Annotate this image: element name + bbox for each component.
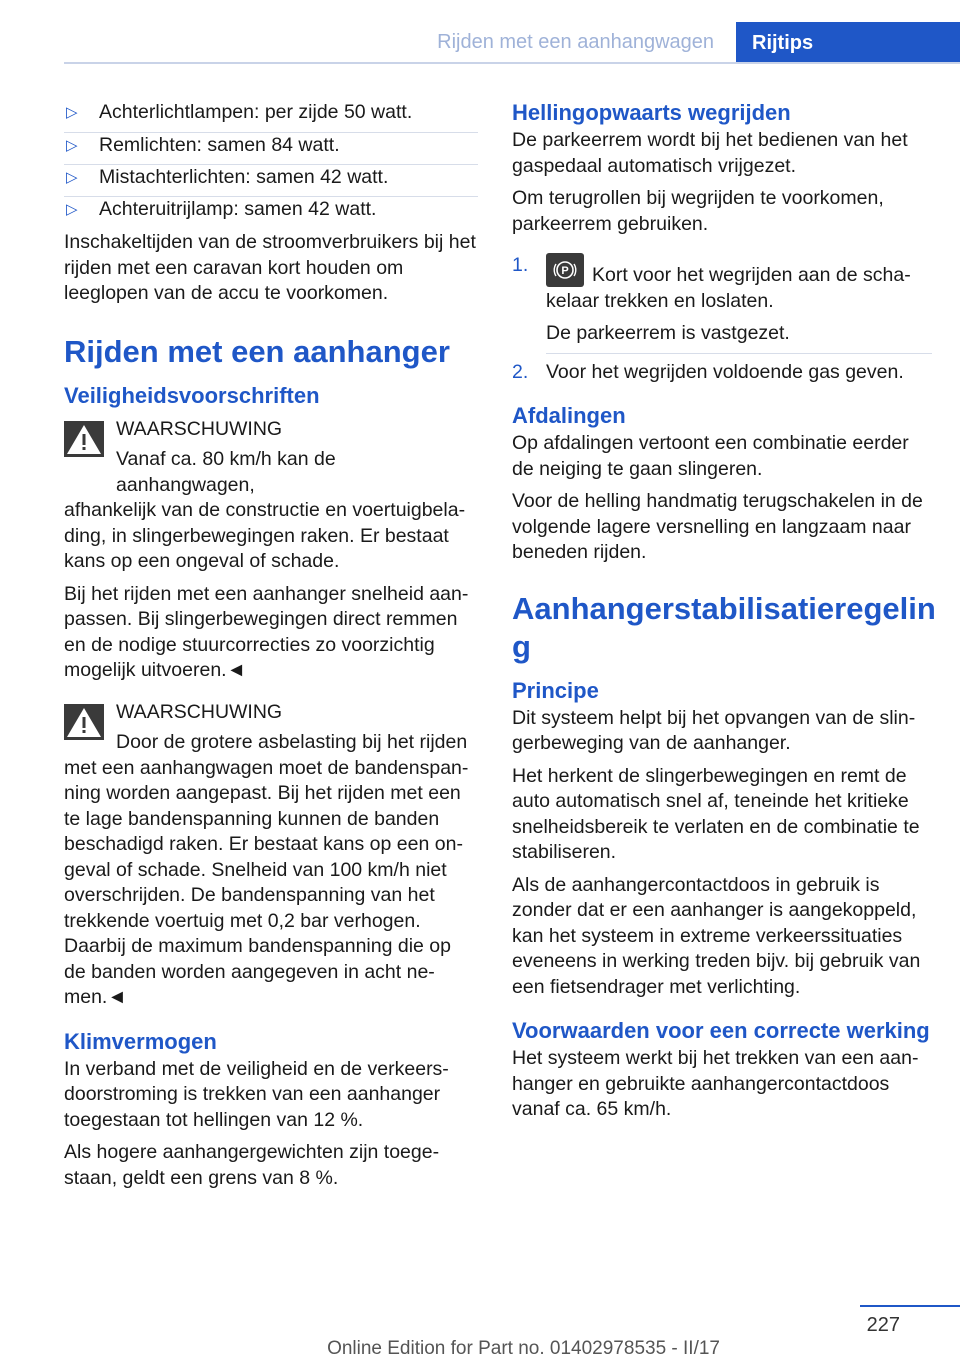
paragraph: Als de aanhangercontactdoos in gebruik is zonder dat er een aanhanger is aangekoppeld, kan het systeem in extreme verkeerssituaties eveneens in werking treden bijv. bij gebruik van een fietsendrager met verlichting.: [512, 873, 921, 998]
paragraph: De parkeerrem wordt bij het bedienen van het gaspedaal automatisch vrijgezet.: [512, 129, 908, 177]
paragraph: Het herkent de slingerbewegingen en remt de auto automatisch snel af, teneinde het kritieke snelheidsbereik te verlaten en de combinatie te stabiliseren.: [512, 764, 920, 863]
paragraph: Als hogere aanhangergewichten zijn toege‐ staan, geldt een grens van 8 %.: [64, 1141, 440, 1189]
section-heading: Aanhangerstabilisatieregelin g: [512, 590, 936, 664]
header-chapter-tab: Rijtips: [736, 22, 960, 64]
paragraph: Het systeem werkt bij het trekken van een aan‐ hanger en gebruikte aanhangercontactdoos vanaf ca. 65 km/h.: [512, 1047, 919, 1120]
warning-lead: Vanaf ca. 80 km/h kan de aanhangwagen,: [116, 448, 336, 496]
header-section-title: Rijden met een aanhangwagen: [437, 31, 714, 53]
step-text: Voor het wegrijden voldoende gas geven.: [546, 360, 904, 383]
triangle-right-icon: ▷: [66, 104, 78, 121]
warning-triangle-icon: [64, 704, 104, 740]
left-column: [64, 100, 478, 1198]
divider: [546, 353, 932, 354]
list-item: [512, 253, 932, 347]
warning-lead: Door de grotere asbelasting bij het rijden: [116, 731, 468, 753]
svg-text:P: P: [561, 265, 569, 277]
warning-title: WAARSCHUWING: [116, 417, 283, 440]
warning-text: afhankelijk van de constructie en voertuigbela‐ ding, in slingerbewegingen raken. Er bestaat kans op een ongeval of schade.: [64, 499, 466, 572]
step-list: [512, 253, 932, 385]
page-number: 227: [866, 1314, 900, 1336]
warning-triangle-icon: [64, 421, 104, 457]
list-item: ▷ Achterlichtlampen: per zijde 50 watt.: [64, 100, 478, 132]
step-result: De parkeerrem is vastgezet.: [546, 322, 790, 344]
warning-text: Bij het rijden met een aanhanger snelheid aan‐ passen. Bij slingerbewegingen direct remmen en de nodige stuurcorrecties zo voorzichtig mogelijk uitvoeren.◄: [64, 582, 469, 681]
footer-rule: [860, 1305, 960, 1307]
paragraph: In verband met de veiligheid en de verkeers‐ doorstroming is trekken van een aanhanger toegestaan tot hellingen van 12 %.: [64, 1057, 449, 1131]
warning-block: [64, 700, 478, 756]
warning-title: WAARSCHUWING: [116, 700, 283, 723]
list-item: ▷ Achteruitrijlamp: samen 42 watt.: [64, 196, 478, 228]
step-number: 2.: [512, 360, 529, 383]
step-number: 1.: [512, 254, 529, 276]
subsection-heading: Hellingopwaarts wegrijden: [512, 100, 791, 125]
subsection-heading: Principe: [512, 677, 599, 703]
step-text: Kort voor het wegrijden aan de scha‐ kelaar trekken en loslaten.: [546, 264, 911, 312]
subsection-heading: Voorwaarden voor een correcte werking: [512, 1018, 930, 1043]
paragraph: Op afdalingen vertoont een combinatie eerder de neiging te gaan slingeren.: [512, 432, 909, 480]
triangle-right-icon: ▷: [66, 169, 78, 186]
paragraph: Inschakeltijden van de stroomverbruikers bij het rijden met een caravan kort houden om leeglopen van de accu te voorkomen.: [64, 231, 476, 304]
warning-text: met een aanhangwagen moet de bandenspan‐ ning worden aangepast. Bij het rijden met een te lage bandenspanning kunnen de banden beschadigd raken. Er bestaat kans op een on‐ geval of schade. Snelheid van 100 km/h niet overschrijden. De bandenspanning van het trekkende voertuig met 0,2 bar verhogen. Daarbij de maximum bandenspanning die op de banden worden aangegeven in acht ne‐ men.◄: [64, 756, 469, 1008]
list-item: ▷ Mistachterlichten: samen 42 watt.: [64, 164, 478, 196]
right-column: [512, 100, 936, 1130]
parking-brake-icon: [546, 253, 584, 287]
triangle-right-icon: ▷: [66, 137, 78, 154]
subsection-heading: Afdalingen: [512, 403, 626, 428]
edition-note: Online Edition for Part no. 01402978535 - II/17: [327, 1338, 720, 1359]
list-item: ▷ Remlichten: samen 84 watt.: [64, 132, 478, 164]
warning-block: [64, 417, 478, 499]
subsection-heading: Veiligheidsvoorschriften: [64, 382, 320, 408]
section-heading: Rijden met een aanhanger: [64, 333, 450, 369]
lamp-list: [64, 100, 478, 228]
paragraph: Om terugrollen bij wegrijden te voorkomen, parkeerrem gebruiken.: [512, 187, 884, 235]
header-rule: [64, 62, 960, 64]
subsection-heading: Klimvermogen: [64, 1028, 217, 1054]
paragraph: Dit systeem helpt bij het opvangen van de slin‐ gerbeweging van de aanhanger.: [512, 706, 916, 754]
paragraph: Voor de helling handmatig terugschakelen in de volgende lagere versnelling en langzaam naar beneden rijden.: [512, 490, 923, 563]
triangle-right-icon: ▷: [66, 201, 78, 218]
list-item: [512, 360, 932, 386]
